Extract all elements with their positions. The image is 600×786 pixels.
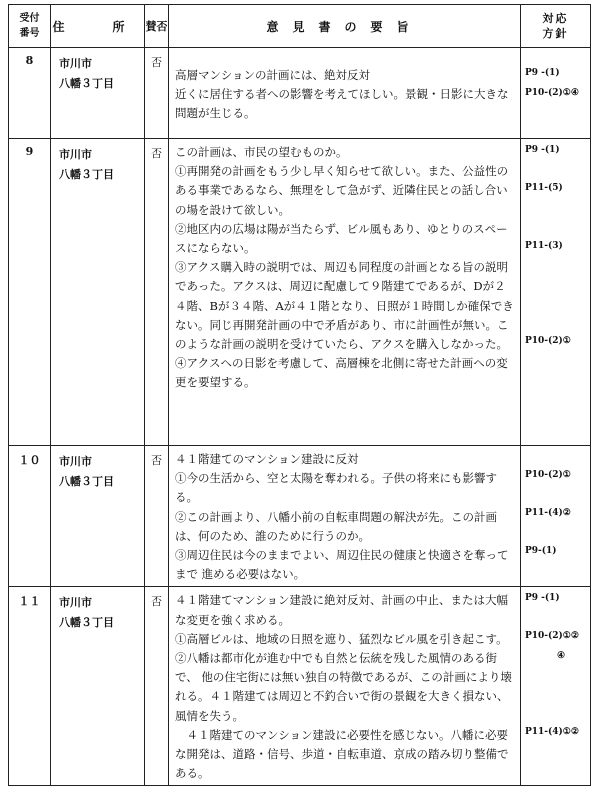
row-address [51, 48, 145, 139]
policy-ref: P11-(4)①② [525, 727, 579, 738]
row-number: １１ [9, 587, 51, 786]
policy-ref: P9 -(1) [525, 68, 560, 78]
address-city: 市川市 [59, 596, 92, 610]
opinion-paragraph: ③アクス購入時の説明では、周辺も同程度の計画となる旨の説明であった。アクスは、周辺に配慮して９階建てであるが、Dが２４階、Bが３４階、Aが４１階となり、日照が１時間しか確保できない。同じ再開発計画の中で矛盾があり、市に計画性が無い。このような計画の説明を受けていたら、アクスを購入しなかった。 [175, 260, 514, 352]
table-row [9, 139, 591, 446]
row-opinion [169, 48, 521, 139]
opinion-paragraph: ②地区内の広場は陽が当たらず、ビル風もあり、ゆとりのスペースにならない。 [175, 221, 508, 256]
header-opinion: 意見書の要旨 [169, 5, 521, 48]
row-approval: 否 [145, 446, 169, 587]
opinion-paragraph: ②八幡は都市化が進む中でも自然と伝統を残した風情のある街で、 他の住宅街には無い独自の特徴であるが、この計画により壊れる。４１階建ては周辺と不釣合いで街の景観を大きく損ない、風情を失う。 [175, 651, 512, 723]
row-policy [521, 446, 591, 587]
policy-ref: P11-(5) [525, 183, 563, 193]
policy-ref: P9 -(1) [525, 593, 560, 604]
row-policy [521, 48, 591, 139]
opinion-paragraph: ４１階建てマンション建設に絶対反対、計画の中止、または大幅な変更を強く求める。 [175, 593, 508, 627]
header-number: 受付 番号 [9, 5, 51, 48]
opinion-paragraph: この計画は、市民の望むものか。 [175, 145, 348, 159]
opinion-paragraph: ４１階建てのマンション建設に必要性を感じない。八幡に必要な開発は、道路・信号、歩道・自転車道、京成の踏み切り整備である。 [175, 727, 509, 781]
opinion-paragraph: ４１階建てのマンション建設に反対 [175, 452, 359, 466]
policy-ref: ④ [557, 651, 566, 662]
opinion-paragraph: 高層マンションの計画には、絶対反対 [175, 68, 370, 82]
row-number: 8 [9, 48, 51, 139]
row-address [51, 446, 145, 587]
policy-ref: P11-(4)② [525, 508, 571, 518]
row-opinion [169, 587, 521, 786]
opinion-paragraph: ②この計画より、八幡小前の自転車問題の解決が先。この計画は、何のため、誰のために行うのか。 [175, 509, 497, 543]
opinion-summary-sheet [8, 4, 590, 781]
header-approval: 賛否 [145, 5, 169, 48]
address-area: 八幡３丁目 [59, 77, 114, 90]
opinion-paragraph: ③周辺住民は今のままでよい、周辺住民の健康と快適さを奪ってまで 進める必要はない。 [175, 548, 509, 582]
row-address [51, 139, 145, 446]
opinion-paragraph: ④アクスへの日影を考慮して、高層棟を北側に寄せた計画への変更を要望する。 [175, 356, 508, 390]
header-address: 住 所 [51, 5, 145, 48]
policy-ref: P10-(2)①② [525, 631, 579, 642]
address-area: 八幡３丁目 [59, 475, 114, 488]
row-policy [521, 139, 591, 446]
policy-ref: P10-(2)①④ [525, 88, 579, 98]
policy-ref: P10-(2)① [525, 470, 571, 480]
opinion-table [8, 4, 591, 786]
row-number: 9 [9, 139, 51, 446]
opinion-paragraph: 近くに居住する者への影響を考えてほしい。景観・日影に大きな問題が生じる。 [175, 87, 509, 121]
opinion-paragraph: ①今の生活から、空と太陽を奪われる。子供の将来にも影響する。 [175, 471, 497, 505]
opinion-paragraph: ①再開発の計画をもう少し早く知らせて欲しい。また、公益性のある事業であるなら、無理をして急がず、近隣住民との話し合いの場を設けて欲しい。 [175, 164, 509, 217]
row-approval: 否 [145, 587, 169, 786]
policy-ref: P11-(3) [525, 241, 563, 251]
row-approval: 否 [145, 139, 169, 446]
address-city: 市川市 [59, 455, 92, 468]
row-opinion [169, 446, 521, 587]
address-area: 八幡３丁目 [59, 168, 114, 181]
row-address [51, 587, 145, 786]
header-policy: 対応 方針 [521, 5, 591, 48]
table-row [9, 48, 591, 139]
row-opinion [169, 139, 521, 446]
row-approval: 否 [145, 48, 169, 139]
table-row [9, 587, 591, 786]
address-city: 市川市 [59, 57, 92, 70]
row-policy [521, 587, 591, 786]
address-city: 市川市 [59, 148, 92, 161]
row-number: １０ [9, 446, 51, 587]
header-row [9, 5, 591, 48]
policy-ref: P9-(1) [525, 546, 557, 556]
opinion-paragraph: ①高層ビルは、地域の日照を遮り、猛烈なビル風を引き起こす。 [175, 631, 508, 646]
address-area: 八幡３丁目 [59, 616, 114, 630]
policy-ref: P10-(2)① [525, 336, 571, 346]
policy-ref: P9 -(1) [525, 145, 560, 155]
table-row [9, 446, 591, 587]
